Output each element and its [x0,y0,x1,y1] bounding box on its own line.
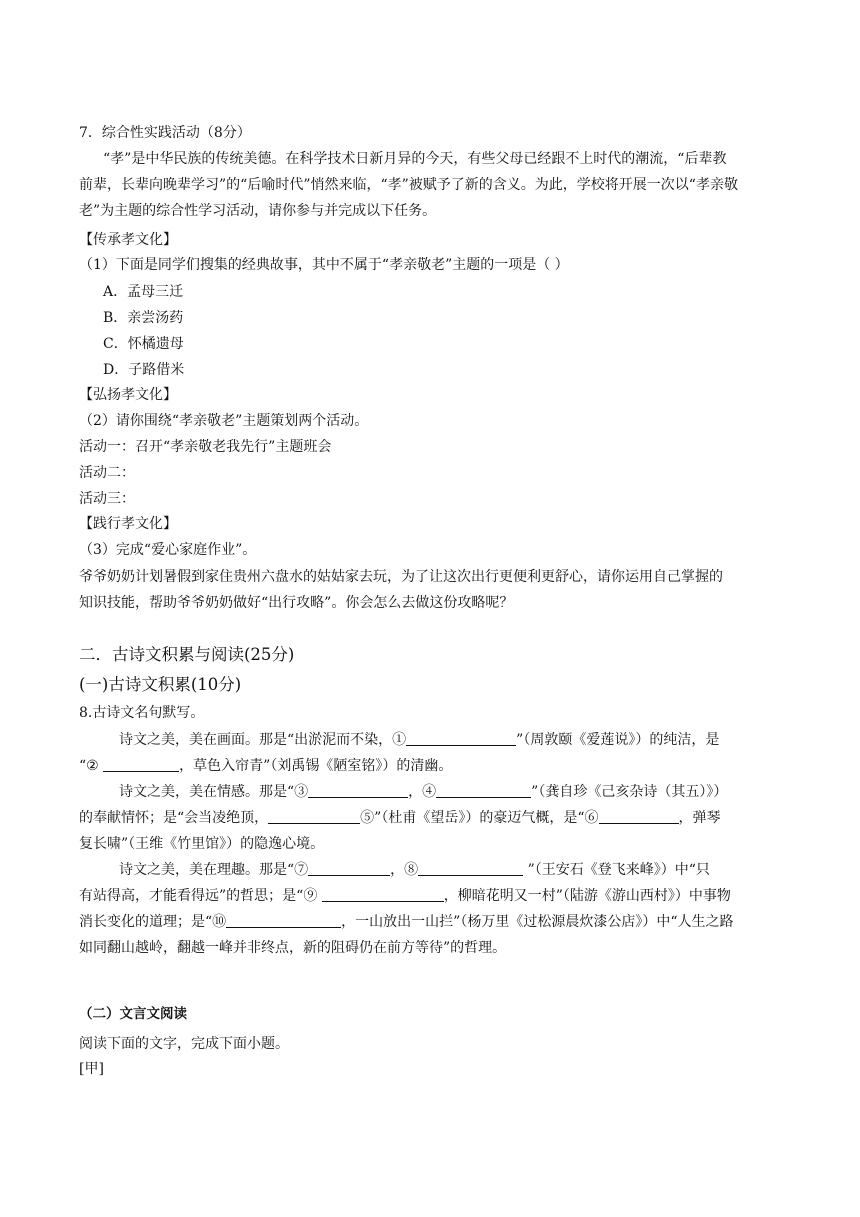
answer-blank-9[interactable] [322,887,444,902]
answer-blank-7[interactable] [308,861,390,876]
q7-title: 7．综合性实践活动（8分） [79,125,251,141]
question-3: （3）完成“爱心家庭作业”。 [79,542,257,558]
recite-line: 有站得高，才能看得远”的哲思；是“⑨ ，柳暗花明又一村”（陆游《游山西村》）中事物 [79,888,731,904]
recite-line: 的奉献情怀；是“会当凌绝顶， ⑤”（杜甫《望岳》）的豪迈气概，是“⑥ ，弹琴 [79,810,721,826]
q8-title: 8.古诗文名句默写。 [79,705,205,721]
q7-intro-line: 老”为主题的综合性学习活动，请你参与并完成以下任务。 [79,203,437,219]
subsection-title: （二）文言文阅读 [79,1006,187,1022]
activity-3: 活动三： [79,491,135,507]
section-heading: 【践行孝文化】 [79,516,177,532]
activity-2: 活动二： [79,465,135,481]
section-heading: 【弘扬孝文化】 [79,387,177,403]
answer-blank-6[interactable] [599,809,679,824]
q7-intro-line: 前辈，长辈向晚辈学习”的“后喻时代”悄然来临，“孝”被赋予了新的含义。为此，学校将开展一次以“孝亲敬 [79,177,738,193]
q3-text-line: 知识技能，帮助爷爷奶奶做好“出行攻略”。你会怎么去做这份攻略呢？ [79,595,514,611]
recite-line: 如同翻山越岭，翻越一峰并非终点，新的阻碍仍在前方等待”的哲理。 [79,940,507,956]
recite-line: “② ，草色入帘青”（刘禹锡《陋室铭》）的清幽。 [79,758,453,774]
part2-title: 二．古诗文积累与阅读(25分) [79,645,295,664]
option-a: A．孟母三迁 [103,284,184,300]
section-heading: 【传承孝文化】 [79,232,177,248]
answer-blank-5[interactable] [268,809,360,824]
answer-blank-4[interactable] [436,783,531,798]
answer-blank-8[interactable] [418,861,523,876]
option-b: B．亲尝汤药 [103,310,184,326]
answer-blank-2[interactable] [103,757,179,772]
recite-line: 诗文之美，美在理趣。那是“⑦ ，⑧ ”（王安石《登飞来峰》）中“只 [119,862,710,878]
q7-intro-line: “孝”是中华民族的传统美德。在科学技术日新月异的今天，有些父母已经跟不上时代的潮流，“后辈教 [103,151,727,167]
subsection-title: (一)古诗文积累(10分) [79,675,242,694]
answer-blank-3[interactable] [308,783,408,798]
reading-instruction: 阅读下面的文字，完成下面小题。 [79,1036,289,1052]
answer-blank-10[interactable] [226,913,341,928]
answer-blank-1[interactable] [406,731,516,746]
recite-line: 消长变化的道理；是“⑩ ，一山放出一山拦”（杨万里《过松源晨炊漆公店》）中“人生之路 [79,914,734,930]
question-2: （2）请你围绕“孝亲敬老”主题策划两个活动。 [79,413,369,429]
q3-text-line: 爷爷奶奶计划暑假到家住贵州六盘水的姑姑家去玩，为了让这次出行更便利更舒心，请你运用自己掌握的 [79,569,723,585]
passage-label: [甲] [79,1061,104,1077]
activity-1: 活动一：召开“孝亲敬老我先行”主题班会 [79,439,332,455]
recite-line: 诗文之美，美在画面。那是“出淤泥而不染，① ”（周敦颐《爱莲说》）的纯洁，是 [119,732,720,748]
recite-line: 复长啸”（王维《竹里馆》）的隐逸心境。 [79,836,325,852]
option-d: D．子路借米 [103,362,185,378]
question-1: （1）下面是同学们搜集的经典故事，其中不属于“孝亲敬老”主题的一项是（ ） [79,257,569,273]
option-c: C．怀橘遗母 [103,336,184,352]
recite-line: 诗文之美，美在情感。那是“③ ，④ ”（龚自珍《己亥杂诗（其五）》） [119,784,728,800]
